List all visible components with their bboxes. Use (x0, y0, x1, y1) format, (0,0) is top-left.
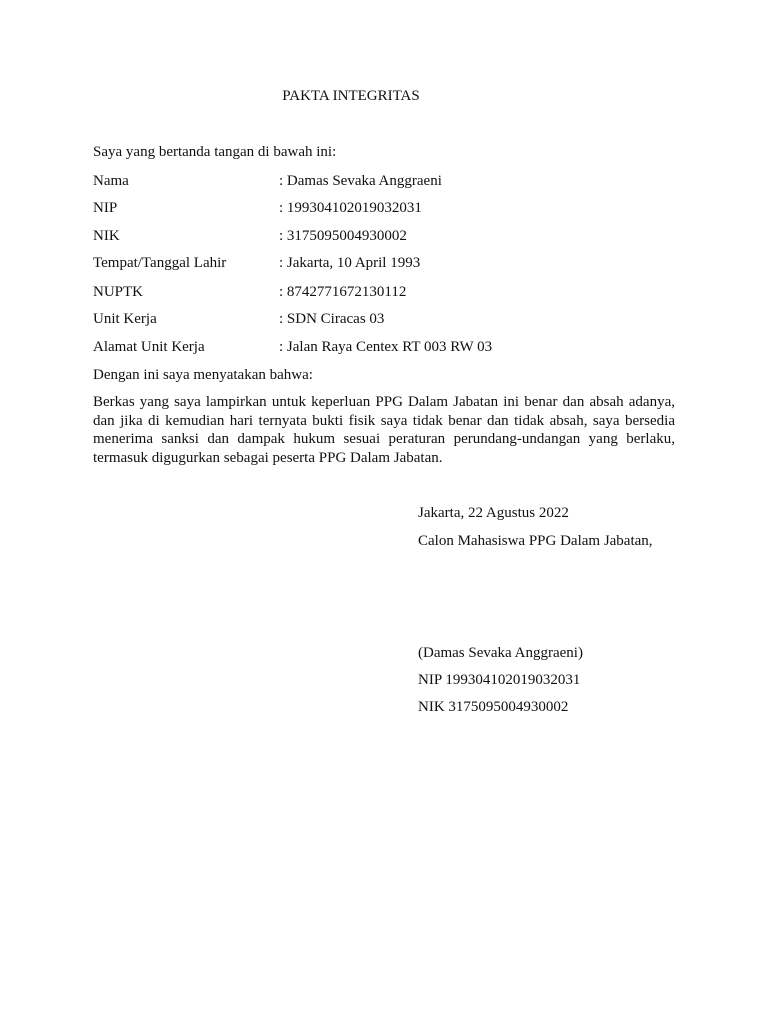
field-value: : Jalan Raya Centex RT 003 RW 03 (279, 339, 493, 355)
field-label: Unit Kerja (93, 311, 157, 327)
signature-nik: NIK 3175095004930002 (418, 699, 569, 715)
document-title: PAKTA INTEGRITAS (282, 88, 420, 104)
field-value: : Jakarta, 10 April 1993 (279, 255, 421, 271)
statement-paragraph: Berkas yang saya lampirkan untuk keperluan PPG Dalam Jabatan ini benar dan absah adanya, dan jika di kemudian hari ternyata bukti fisik saya tidak benar dan tidak absah, saya bersedia menerima sanksi dan dampak hukum sesuai peraturan perundang-undangan yang berlaku, termasuk digugurkan sebagai peserta PPG Dalam Jabatan. (93, 394, 675, 466)
field-value: : 8742771672130112 (279, 284, 407, 300)
field-label: NIK (93, 228, 120, 244)
signature-nip: NIP 199304102019032031 (418, 672, 581, 688)
field-label: Alamat Unit Kerja (93, 339, 205, 355)
intro-text: Saya yang bertanda tangan di bawah ini: (93, 144, 337, 160)
field-value: : 199304102019032031 (279, 200, 422, 216)
field-label: Nama (93, 173, 129, 189)
field-label: NIP (93, 200, 118, 216)
field-value: : 3175095004930002 (279, 228, 407, 244)
field-label: NUPTK (93, 284, 144, 300)
declaration-intro: Dengan ini saya menyatakan bahwa: (93, 367, 313, 383)
field-value: : SDN Ciracas 03 (279, 311, 385, 327)
field-value: : Damas Sevaka Anggraeni (279, 173, 442, 189)
signature-role: Calon Mahasiswa PPG Dalam Jabatan, (418, 533, 653, 549)
signature-place-date: Jakarta, 22 Agustus 2022 (418, 505, 569, 521)
signature-name: (Damas Sevaka Anggraeni) (418, 645, 583, 661)
field-label: Tempat/Tanggal Lahir (93, 255, 227, 271)
